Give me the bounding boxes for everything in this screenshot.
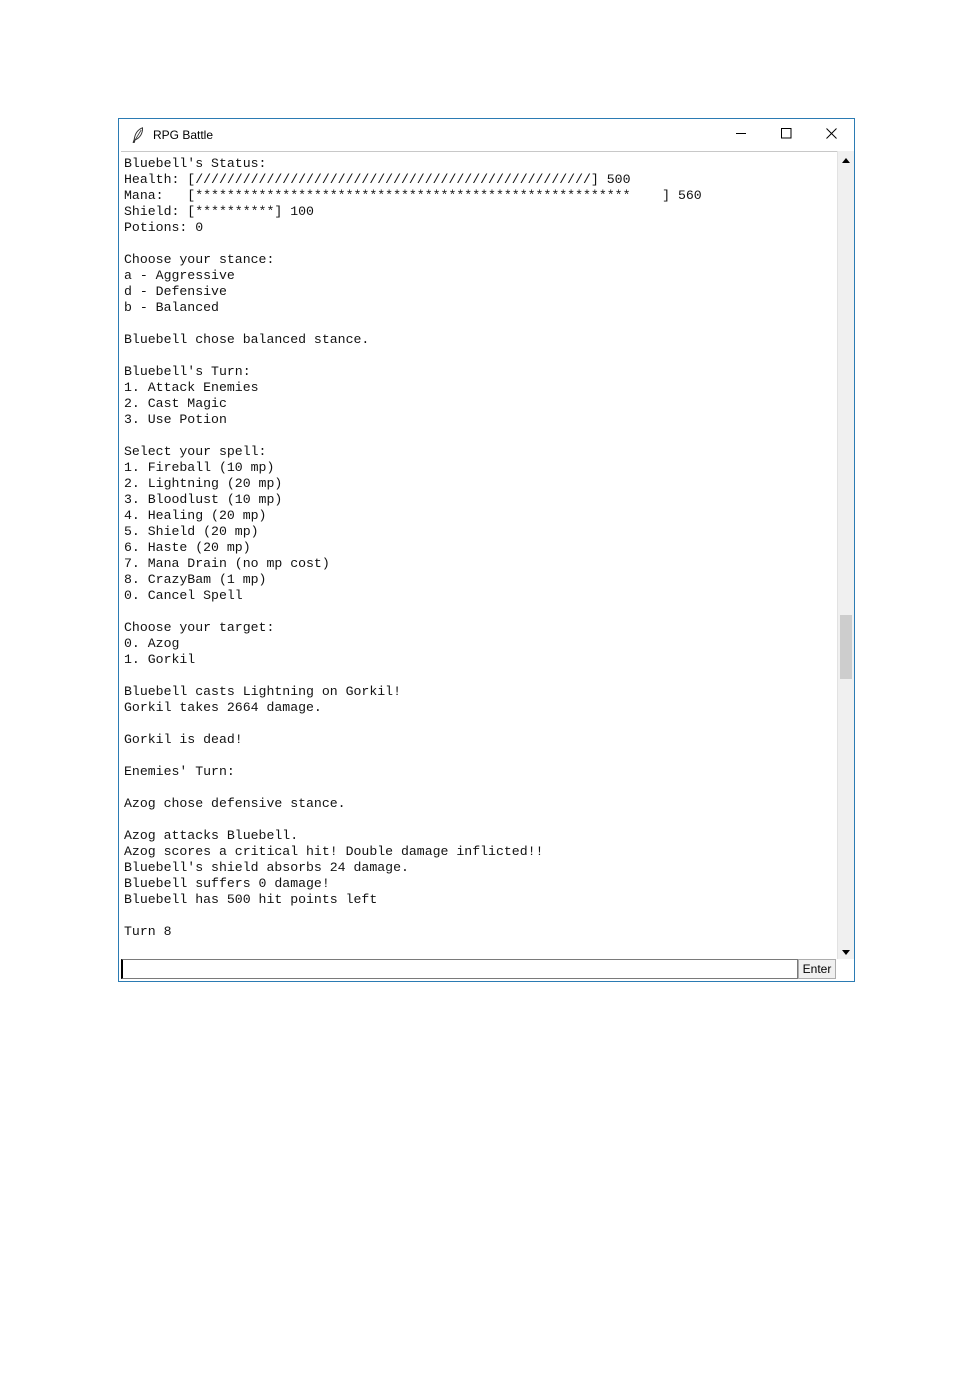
log-line — [124, 780, 837, 796]
command-input-row — [121, 959, 836, 979]
log-line: 3. Bloodlust (10 mp) — [124, 492, 283, 507]
log-line: Select your spell: — [124, 444, 267, 459]
command-input[interactable] — [121, 959, 798, 979]
window-title: RPG Battle — [153, 128, 214, 142]
battle-log[interactable] — [121, 151, 837, 959]
log-line — [124, 428, 837, 444]
log-line: Health: [//////////////////////////////////////////////////] 500 — [124, 172, 631, 187]
log-line: d - Defensive — [124, 284, 227, 299]
log-line: Gorkil takes 2664 damage. — [124, 700, 322, 715]
log-line: Bluebell casts Lightning on Gorkil! — [124, 684, 401, 699]
scroll-down-button[interactable] — [838, 943, 854, 959]
log-line — [124, 668, 837, 684]
log-line: 4. Healing (20 mp) — [124, 508, 267, 523]
log-line: 0. Azog — [124, 636, 180, 651]
log-line: 5. Shield (20 mp) — [124, 524, 259, 539]
log-line: Bluebell's Turn: — [124, 364, 251, 379]
log-line: Mana: [******************************************************* ] 560 — [124, 188, 702, 203]
log-line: b - Balanced — [124, 300, 219, 315]
arrow-up-icon — [842, 150, 850, 168]
maximize-icon — [781, 126, 792, 144]
log-line: Gorkil is dead! — [124, 732, 243, 747]
log-line: Azog chose defensive stance. — [124, 796, 346, 811]
log-line: a - Aggressive — [124, 268, 235, 283]
log-line: 3. Use Potion — [124, 412, 227, 427]
log-line: Choose your target: — [124, 620, 275, 635]
close-icon — [826, 126, 837, 144]
scroll-up-button[interactable] — [838, 151, 854, 167]
log-line: Bluebell chose balanced stance. — [124, 332, 370, 347]
log-line: Shield: [**********] 100 — [124, 204, 314, 219]
window-controls — [719, 119, 854, 151]
log-line: 2. Lightning (20 mp) — [124, 476, 283, 491]
log-line — [124, 716, 837, 732]
log-line: Potions: 0 — [124, 220, 204, 235]
feather-icon — [131, 126, 145, 144]
log-line — [124, 748, 837, 764]
log-line — [124, 348, 837, 364]
log-line: Bluebell has 500 hit points left — [124, 892, 378, 907]
log-line: 0. Cancel Spell — [124, 588, 243, 603]
log-line: Bluebell's shield absorbs 24 damage. — [124, 860, 409, 875]
log-line — [124, 812, 837, 828]
arrow-down-icon — [842, 942, 850, 960]
minimize-button[interactable] — [719, 119, 764, 151]
log-line: Enemies' Turn: — [124, 764, 235, 779]
log-line — [124, 604, 837, 620]
log-line: Turn 8 — [124, 924, 172, 939]
log-line: 7. Mana Drain (no mp cost) — [124, 556, 330, 571]
rpg-battle-window — [118, 118, 855, 982]
minimize-icon — [736, 126, 747, 144]
log-line: 2. Cast Magic — [124, 396, 227, 411]
log-line: 8. CrazyBam (1 mp) — [124, 572, 267, 587]
close-button[interactable] — [809, 119, 854, 151]
log-line — [124, 236, 837, 252]
enter-button[interactable]: Enter — [798, 959, 836, 979]
log-line — [124, 908, 837, 924]
log-line: 1. Gorkil — [124, 652, 196, 667]
battle-log-text — [121, 152, 837, 940]
scrollbar-thumb[interactable] — [840, 615, 852, 679]
log-line: Choose your stance: — [124, 252, 275, 267]
log-line: 1. Attack Enemies — [124, 380, 259, 395]
vertical-scrollbar[interactable] — [837, 151, 854, 959]
maximize-button[interactable] — [764, 119, 809, 151]
log-line: Bluebell suffers 0 damage! — [124, 876, 330, 891]
log-line: Azog attacks Bluebell. — [124, 828, 299, 843]
log-line — [124, 316, 837, 332]
title-bar[interactable] — [119, 119, 854, 151]
log-line: Azog scores a critical hit! Double damage inflicted!! — [124, 844, 544, 859]
log-line: 6. Haste (20 mp) — [124, 540, 251, 555]
log-line: 1. Fireball (10 mp) — [124, 460, 275, 475]
log-line: Bluebell's Status: — [124, 156, 267, 171]
